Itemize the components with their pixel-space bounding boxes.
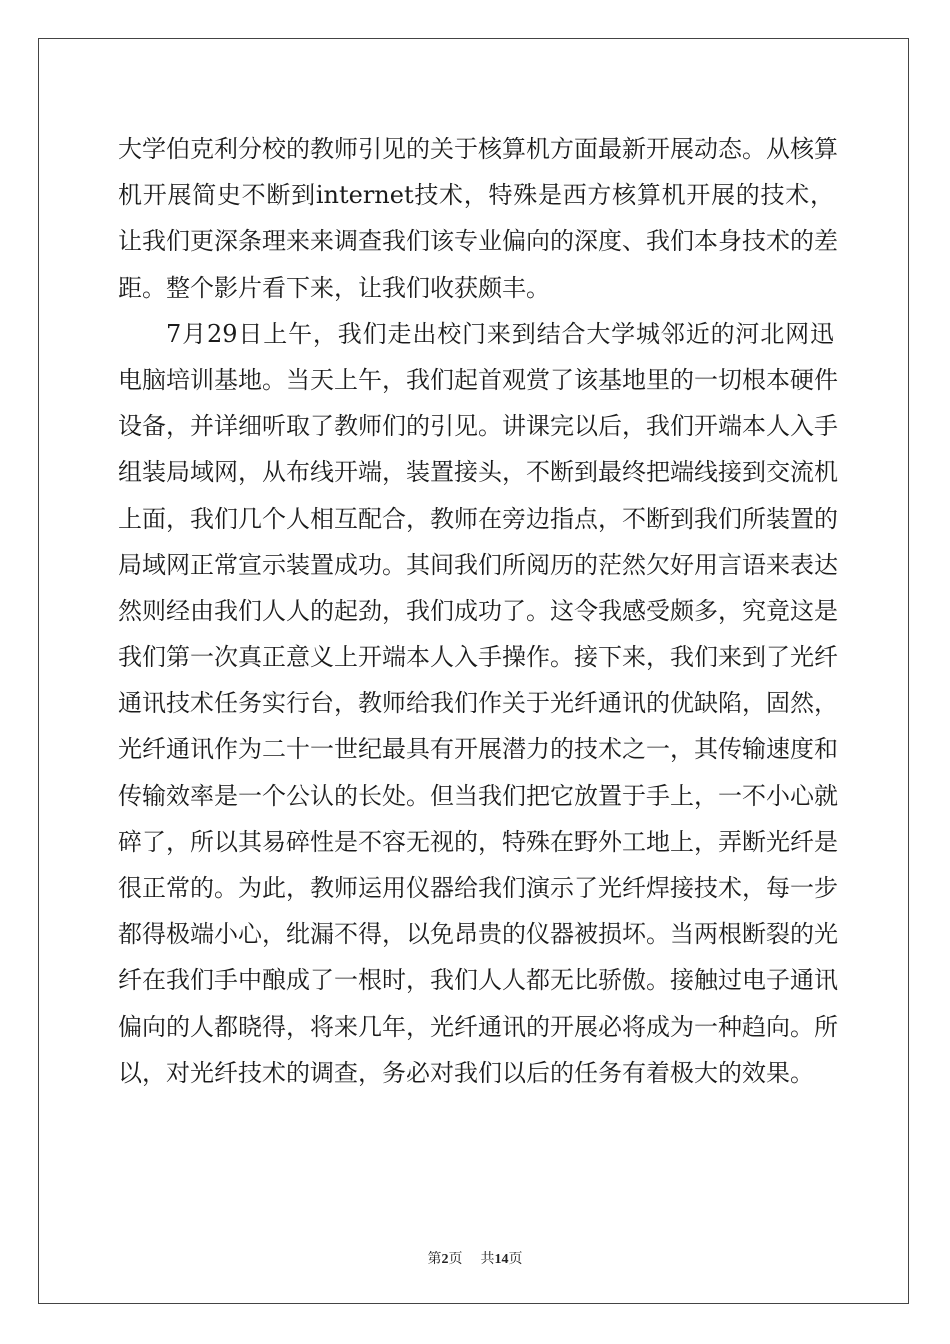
total-pages: 14 [494, 1252, 509, 1267]
paragraph-1 [118, 126, 838, 311]
document-body [118, 126, 838, 1096]
text-line: 碎了，所以其易碎性是不容无视的，特殊在野外工地上，弄断光纤是 [118, 827, 838, 856]
text-line: 组装局域网，从布线开端，装置接头，不断到最终把端线接到交流机 [118, 458, 838, 487]
text-line: 大学伯克利分校的教师引见的关于核算机方面最新开展动态。从核算 [118, 135, 838, 163]
text-line: 偏向的人都晓得，将来几年，光纤通讯的开展必将成为一种趋向。所 [118, 1012, 838, 1041]
text-line: 然则经由我们人人的起劲，我们成功了。这令我感受颇多，究竟这是 [118, 596, 838, 625]
text-line: 以，对光纤技术的调查，务必对我们以后的任务有着极大的效果。 [118, 1058, 814, 1087]
text-line: 设备，并详细听取了教师们的引见。讲课完以后，我们开端本人入手 [118, 412, 838, 441]
total-suffix: 页 [508, 1252, 523, 1267]
page-prefix: 第 [427, 1252, 442, 1267]
text-line: 传输效率是一个公认的长处。但当我们把它放置于手上，一不小心就 [118, 781, 838, 810]
text-line: 电脑培训基地。当天上午，我们起首观赏了该基地里的一切根本硬件 [118, 365, 838, 394]
text-line: 让我们更深条理来来调查我们该专业偏向的深度、我们本身技术的差 [118, 227, 838, 256]
page-suffix: 页 [448, 1252, 463, 1267]
text-line: 光纤通讯作为二十一世纪最具有开展潜力的技术之一，其传输速度和 [118, 735, 838, 764]
page-footer [0, 1248, 950, 1268]
paragraph-2 [118, 311, 838, 1096]
page-number: 2 [441, 1252, 449, 1267]
text-line: 很正常的。为此，教师运用仪器给我们演示了光纤焊接技术，每一步 [118, 874, 838, 902]
text-line: 纤在我们手中酿成了一根时，我们人人都无比骄傲。接触过电子通讯 [118, 966, 838, 995]
text-line: 上面，我们几个人相互配合，教师在旁边指点，不断到我们所装置的 [118, 504, 838, 533]
text-line: 机开展简史不断到internet技术，特殊是西方核算机开展的技术， [118, 181, 834, 210]
text-line: 我们第一次真正意义上开端本人入手操作。接下来，我们来到了光纤 [118, 643, 838, 672]
total-prefix: 共 [480, 1252, 495, 1267]
text-line: 都得极端小心，纰漏不得，以免昂贵的仪器被损坏。当两根断裂的光 [118, 920, 838, 949]
text-line: 7月29日上午，我们走出校门来到结合大学城邻近的河北网迅 [166, 319, 834, 348]
text-line: 距。整个影片看下来，让我们收获颇丰。 [118, 273, 550, 302]
text-line: 通讯技术任务实行台，教师给我们作关于光纤通讯的优缺陷，固然， [118, 689, 838, 718]
text-line: 局域网正常宣示装置成功。其间我们所阅历的茫然欠好用言语来表达 [118, 550, 838, 579]
